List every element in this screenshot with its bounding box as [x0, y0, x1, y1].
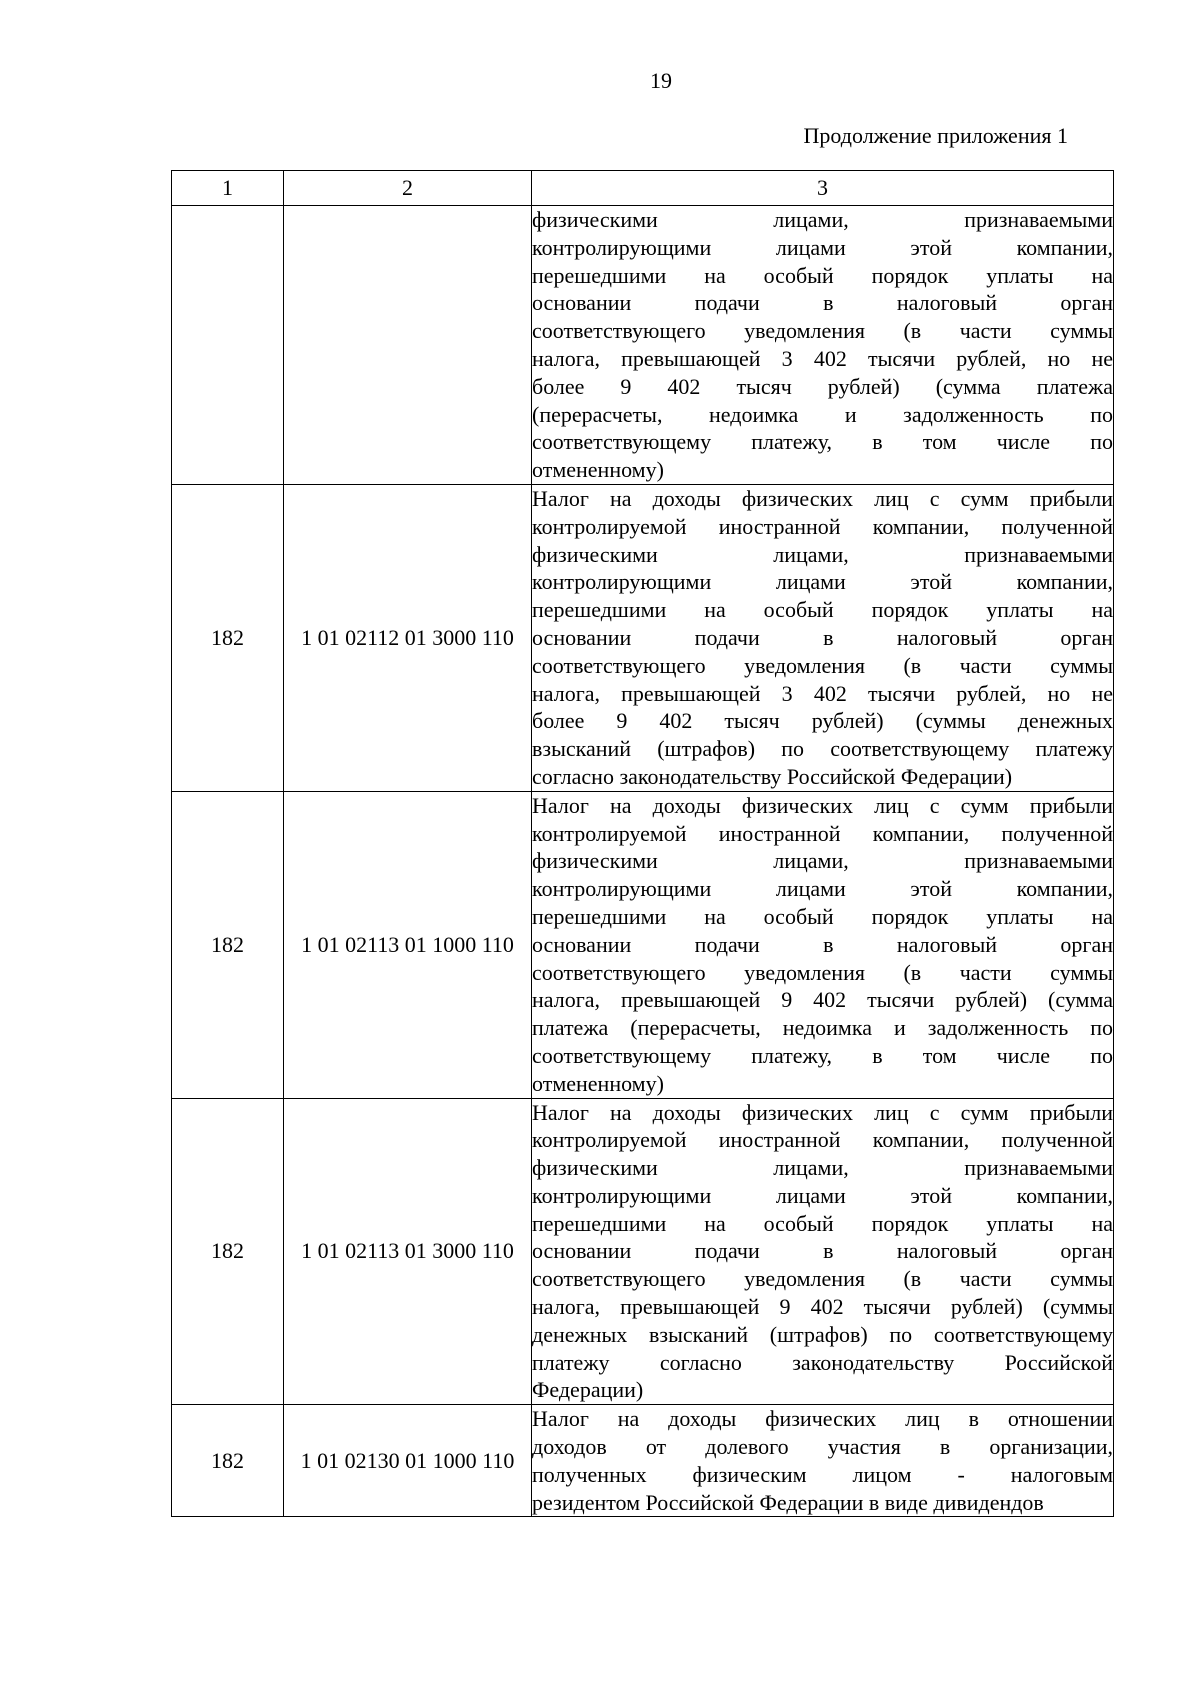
description-line: основании подачи в налоговый орган — [532, 290, 1113, 316]
description-line: взысканий (штрафов) по соответствующему платежу — [532, 736, 1113, 762]
description-line: более 9 402 тысяч рублей) (сумма платежа — [532, 373, 1113, 399]
description-cell — [532, 206, 1114, 485]
table-row — [172, 484, 1114, 791]
description-line: (перерасчеты, недоимка и задолженность по — [532, 401, 1113, 427]
description-line: Налог на доходы физических лиц с сумм прибыли — [532, 792, 1113, 818]
table-row — [172, 206, 1114, 485]
description-line: денежных взысканий (штрафов) по соответствующему — [532, 1321, 1113, 1347]
description-line: соответствующего уведомления (в части суммы — [532, 652, 1113, 678]
description-line: соответствующего уведомления (в части суммы — [532, 959, 1113, 985]
description-line: отмененному) — [532, 457, 664, 483]
description-line: доходов от долевого участия в организации, — [532, 1434, 1113, 1460]
header-row — [172, 171, 1114, 206]
admin-code-cell: 182 — [172, 791, 284, 1098]
description-line: физическими лицами, признаваемыми — [532, 207, 1113, 232]
admin-code-cell: 182 — [172, 1405, 284, 1517]
description-line: физическими лицами, признаваемыми — [532, 848, 1113, 874]
header-col-2: 2 — [284, 171, 532, 206]
description-line: платежа (перерасчеты, недоимка и задолженность по — [532, 1015, 1113, 1041]
admin-code-cell: 182 — [172, 1098, 284, 1405]
description-line: налога, превышающей 9 402 тысячи рублей) (сумма — [532, 987, 1113, 1013]
description-cell — [532, 1405, 1114, 1517]
description-line: контролируемой иностранной компании, полученной — [532, 1127, 1113, 1153]
description-line: Налог на доходы физических лиц с сумм прибыли — [532, 485, 1113, 511]
description-line: согласно законодательству Российской Федерации) — [532, 763, 1013, 789]
budget-classification-table — [171, 170, 1114, 1517]
description-line: перешедшими на особый порядок уплаты на — [532, 1210, 1113, 1236]
description-line: более 9 402 тысяч рублей) (суммы денежных — [532, 708, 1113, 734]
description-line: резидентом Российской Федерации в виде дивидендов — [532, 1489, 1044, 1515]
page-number: 19 — [650, 68, 672, 93]
description-line: Федерации) — [532, 1377, 644, 1403]
description-line: соответствующего уведомления (в части суммы — [532, 1266, 1113, 1292]
header-col-1: 1 — [172, 171, 284, 206]
budget-code-cell: 1 01 02113 01 3000 110 — [284, 1098, 532, 1405]
description-line: соответствующему платежу, в том числе по — [532, 1042, 1113, 1068]
admin-code-cell — [172, 206, 284, 485]
description-line: соответствующего уведомления (в части суммы — [532, 318, 1113, 344]
table-row — [172, 1098, 1114, 1405]
description-line: Налог на доходы физических лиц в отношении — [532, 1406, 1113, 1432]
description-line: основании подачи в налоговый орган — [532, 1238, 1113, 1264]
description-line: перешедшими на особый порядок уплаты на — [532, 903, 1113, 929]
description-line: налога, превышающей 3 402 тысячи рублей, но не — [532, 680, 1113, 706]
description-line: полученных физическим лицом - налоговым — [532, 1461, 1113, 1487]
description-cell — [532, 484, 1114, 791]
admin-code-cell: 182 — [172, 484, 284, 791]
description-line: контролирующими лицами этой компании, — [532, 876, 1113, 902]
description-line: физическими лицами, признаваемыми — [532, 1155, 1113, 1181]
description-line: налога, превышающей 9 402 тысячи рублей) (суммы — [532, 1294, 1113, 1320]
budget-code-cell — [284, 206, 532, 485]
header-col-3: 3 — [532, 171, 1114, 206]
description-line: физическими лицами, признаваемыми — [532, 541, 1113, 567]
description-line: контролируемой иностранной компании, полученной — [532, 820, 1113, 846]
description-line: соответствующему платежу, в том числе по — [532, 429, 1113, 455]
description-line: контролирующими лицами этой компании, — [532, 1182, 1113, 1208]
description-line: перешедшими на особый порядок уплаты на — [532, 597, 1113, 623]
continuation-label: Продолжение приложения 1 — [803, 123, 1068, 148]
description-line: Налог на доходы физических лиц с сумм прибыли — [532, 1099, 1113, 1125]
table-row — [172, 791, 1114, 1098]
budget-code-cell: 1 01 02130 01 1000 110 — [284, 1405, 532, 1517]
description-cell — [532, 791, 1114, 1098]
table-row — [172, 1405, 1114, 1517]
description-line: контролирующими лицами этой компании, — [532, 234, 1113, 260]
description-line: налога, превышающей 3 402 тысячи рублей, но не — [532, 345, 1113, 371]
description-line: контролирующими лицами этой компании, — [532, 569, 1113, 595]
description-cell — [532, 1098, 1114, 1405]
description-line: основании подачи в налоговый орган — [532, 931, 1113, 957]
budget-code-cell: 1 01 02113 01 1000 110 — [284, 791, 532, 1098]
description-line: платежу согласно законодательству Российской — [532, 1349, 1113, 1375]
budget-code-cell: 1 01 02112 01 3000 110 — [284, 484, 532, 791]
description-line: отмененному) — [532, 1070, 664, 1096]
description-line: основании подачи в налоговый орган — [532, 624, 1113, 650]
description-line: контролируемой иностранной компании, полученной — [532, 513, 1113, 539]
description-line: перешедшими на особый порядок уплаты на — [532, 262, 1113, 288]
